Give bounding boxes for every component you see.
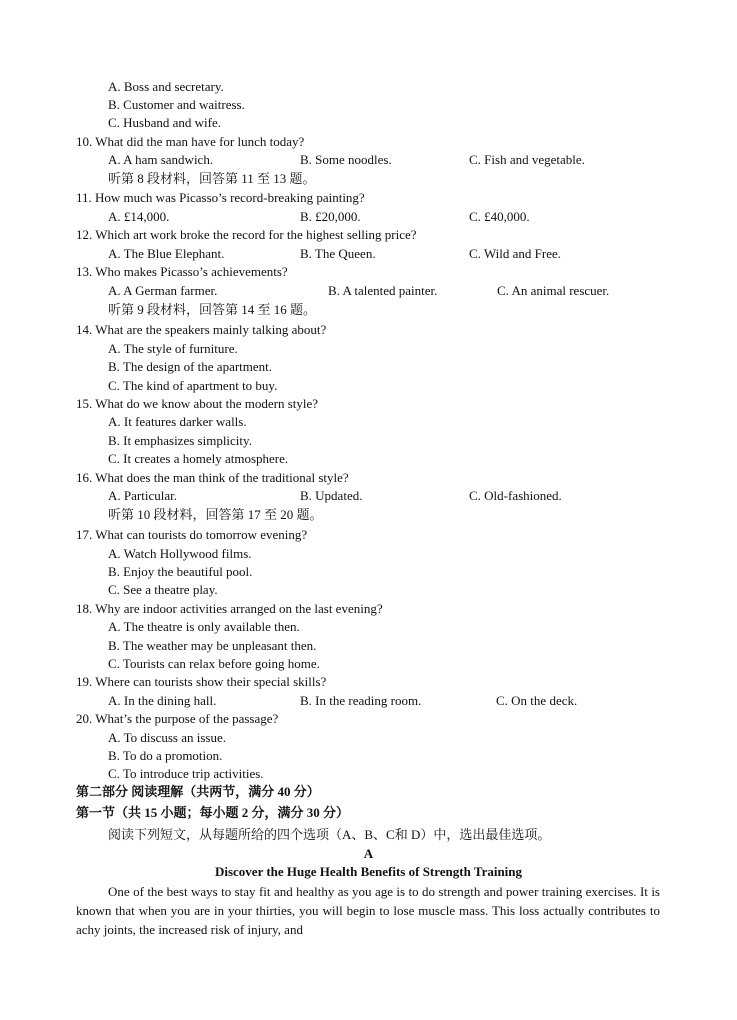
question-18: 18. Why are indoor activities arranged on the last evening? xyxy=(76,601,383,616)
option-20a: A. To discuss an issue. xyxy=(108,730,227,745)
option-15a: A. It features darker walls. xyxy=(108,414,247,429)
option-15c: C. It creates a homely atmosphere. xyxy=(108,451,289,466)
question-17: 17. What can tourists do tomorrow evening? xyxy=(76,527,308,542)
question-16: 16. What does the man think of the traditional style? xyxy=(76,470,349,485)
option-20b: B. To do a promotion. xyxy=(108,748,223,763)
option-15b: B. It emphasizes simplicity. xyxy=(108,433,252,448)
option-14c: C. The kind of apartment to buy. xyxy=(108,378,278,393)
option-11a: A. £14,000. xyxy=(108,209,170,224)
option-12a: A. The Blue Elephant. xyxy=(108,246,225,261)
option-9a: A. Boss and secretary. xyxy=(108,79,224,94)
question-12: 12. Which art work broke the record for the highest selling price? xyxy=(76,227,417,242)
option-9c: C. Husband and wife. xyxy=(108,115,222,130)
part2-title: 第二部分 阅读理解（共两节，满分 40 分） xyxy=(76,784,320,799)
option-12b: B. The Queen. xyxy=(300,246,376,261)
option-20c: C. To introduce trip activities. xyxy=(108,766,264,781)
option-11c: C. £40,000. xyxy=(469,209,530,224)
option-13a: A. A German farmer. xyxy=(108,283,218,298)
option-19b: B. In the reading room. xyxy=(300,693,422,708)
option-17c: C. See a theatre play. xyxy=(108,582,218,597)
question-19: 19. Where can tourists show their special skills? xyxy=(76,674,327,689)
question-20: 20. What’s the purpose of the passage? xyxy=(76,711,279,726)
option-11b: B. £20,000. xyxy=(300,209,361,224)
passage-paragraph: One of the best ways to stay fit and healthy as you age is to do strength and power training exercises. It is known that when you are in your thirties, you will begin to lose muscle mass. This loss actually contributes to achy joints, the increased risk of injury, and xyxy=(76,884,660,937)
option-18a: A. The theatre is only available then. xyxy=(108,619,300,634)
reading-instruction: 阅读下列短文，从每题所给的四个选项（A、B、C和 D）中，选出最佳选项。 xyxy=(108,827,551,842)
section1-title: 第一节（共 15 小题；每小题 2 分，满分 30 分） xyxy=(76,805,350,820)
question-10: 10. What did the man have for lunch today? xyxy=(76,134,305,149)
option-19c: C. On the deck. xyxy=(496,693,578,708)
section-instruction-10: 听第 10 段材料，回答第 17 至 20 题。 xyxy=(108,507,323,522)
question-14: 14. What are the speakers mainly talking about? xyxy=(76,322,327,337)
question-13: 13. Who makes Picasso’s achievements? xyxy=(76,264,288,279)
option-13c: C. An animal rescuer. xyxy=(497,283,610,298)
option-16a: A. Particular. xyxy=(108,488,177,503)
option-10a: A. A ham sandwich. xyxy=(108,152,214,167)
option-10b: B. Some noodles. xyxy=(300,152,392,167)
option-17a: A. Watch Hollywood films. xyxy=(108,546,252,561)
option-19a: A. In the dining hall. xyxy=(108,693,217,708)
option-14a: A. The style of furniture. xyxy=(108,341,238,356)
passage-letter: A xyxy=(363,846,374,861)
section-instruction-8: 听第 8 段材料，回答第 11 至 13 题。 xyxy=(108,171,316,186)
option-16b: B. Updated. xyxy=(300,488,363,503)
question-11: 11. How much was Picasso’s record-breaking painting? xyxy=(76,190,365,205)
question-15: 15. What do we know about the modern style? xyxy=(76,396,319,411)
option-9b: B. Customer and waitress. xyxy=(108,97,245,112)
option-16c: C. Old-fashioned. xyxy=(469,488,562,503)
passage-title: Discover the Huge Health Benefits of Strength Training xyxy=(214,864,523,879)
option-18b: B. The weather may be unpleasant then. xyxy=(108,638,317,653)
option-17b: B. Enjoy the beautiful pool. xyxy=(108,564,253,579)
option-12c: C. Wild and Free. xyxy=(469,246,562,261)
option-10c: C. Fish and vegetable. xyxy=(469,152,585,167)
option-14b: B. The design of the apartment. xyxy=(108,359,273,374)
option-18c: C. Tourists can relax before going home. xyxy=(108,656,320,671)
option-13b: B. A talented painter. xyxy=(328,283,438,298)
section-instruction-9: 听第 9 段材料，回答第 14 至 16 题。 xyxy=(108,302,317,317)
